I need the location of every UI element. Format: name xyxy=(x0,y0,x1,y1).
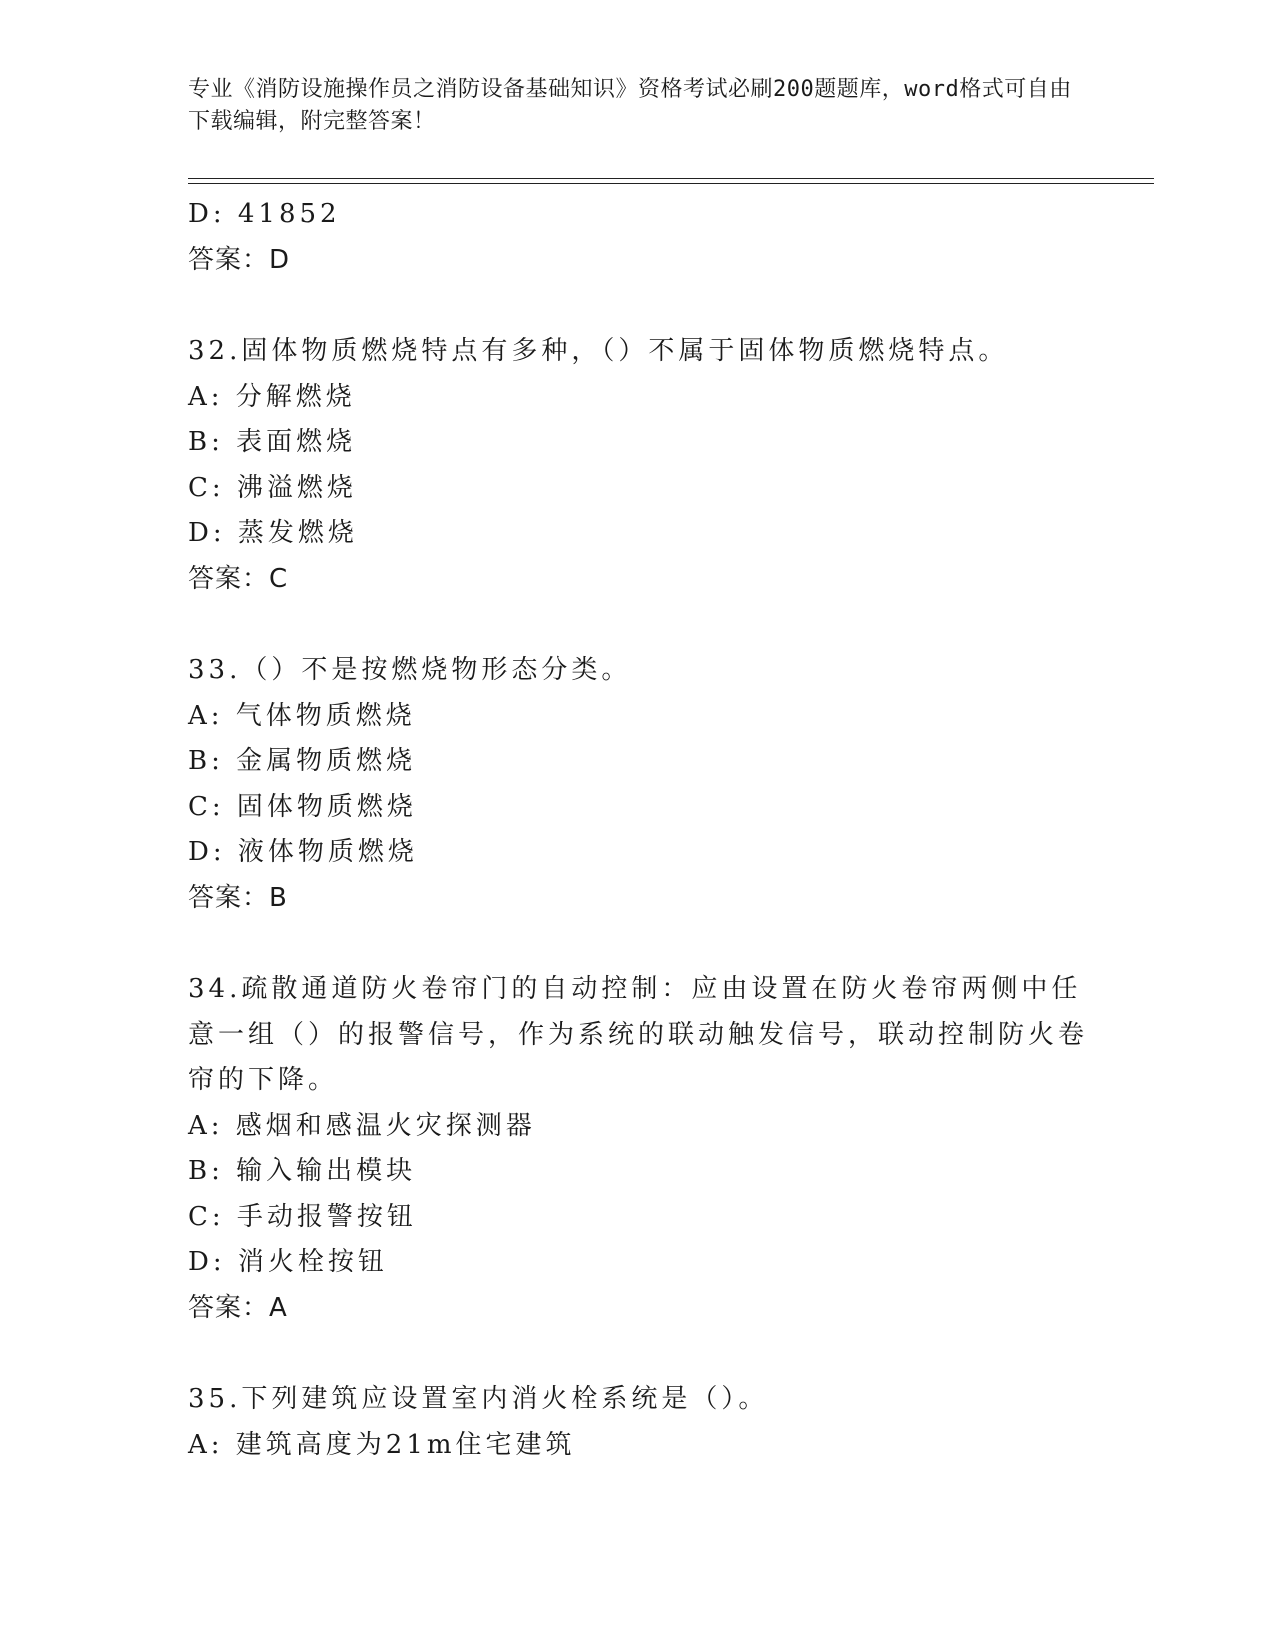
option-c: C: 沸溢燃烧 xyxy=(188,472,357,503)
option-a: A: 气体物质燃烧 xyxy=(188,700,416,731)
document-header: 专业《消防设施操作员之消防设备基础知识》资格考试必刷200题题库，word格式可自由下载编辑，附完整答案！ xyxy=(188,77,1072,134)
question-34 xyxy=(188,967,1088,1331)
option-b: B: 金属物质燃烧 xyxy=(188,746,417,776)
spacer xyxy=(188,283,1088,329)
previous-question-tail xyxy=(188,192,1088,283)
header-rule-top xyxy=(188,178,1154,179)
answer: 答案：B xyxy=(188,882,288,913)
option-d: D: 消火栓按钮 xyxy=(188,1247,388,1277)
option-a: A: 感烟和感温火灾探测器 xyxy=(188,1110,536,1141)
option-d: D: 41852 xyxy=(188,199,341,229)
option-d: D: 蒸发燃烧 xyxy=(188,518,358,548)
option-b: B: 输入输出模块 xyxy=(188,1156,417,1186)
option-b: B: 表面燃烧 xyxy=(188,427,357,457)
question-text: 34.疏散通道防火卷帘门的自动控制：应由设置在防火卷帘两侧中任意一组（）的报警信号，作为系统的联动触发信号，联动控制防火卷帘的下降。 xyxy=(188,974,1089,1095)
option-c: C: 手动报警按钮 xyxy=(188,1201,417,1232)
question-text: 33.（）不是按燃烧物形态分类。 xyxy=(188,655,632,685)
option-c: C: 固体物质燃烧 xyxy=(188,791,417,822)
option-a: A: 建筑高度为21m住宅建筑 xyxy=(188,1429,576,1460)
document-body xyxy=(188,192,1088,1468)
question-text: 35.下列建筑应设置室内消火栓系统是（）。 xyxy=(188,1384,769,1414)
answer: 答案：A xyxy=(188,1292,288,1323)
option-d: D: 液体物质燃烧 xyxy=(188,837,418,867)
option-a: A: 分解燃烧 xyxy=(188,381,356,412)
spacer xyxy=(188,921,1088,967)
spacer xyxy=(188,1331,1088,1377)
question-35 xyxy=(188,1377,1088,1468)
question-33 xyxy=(188,648,1088,921)
header-rule-bottom xyxy=(188,183,1154,184)
question-text: 32.固体物质燃烧特点有多种，（）不属于固体物质燃烧特点。 xyxy=(188,336,1009,366)
spacer xyxy=(188,602,1088,648)
question-32 xyxy=(188,329,1088,602)
answer: 答案：D xyxy=(188,244,291,275)
answer: 答案：C xyxy=(188,563,289,594)
